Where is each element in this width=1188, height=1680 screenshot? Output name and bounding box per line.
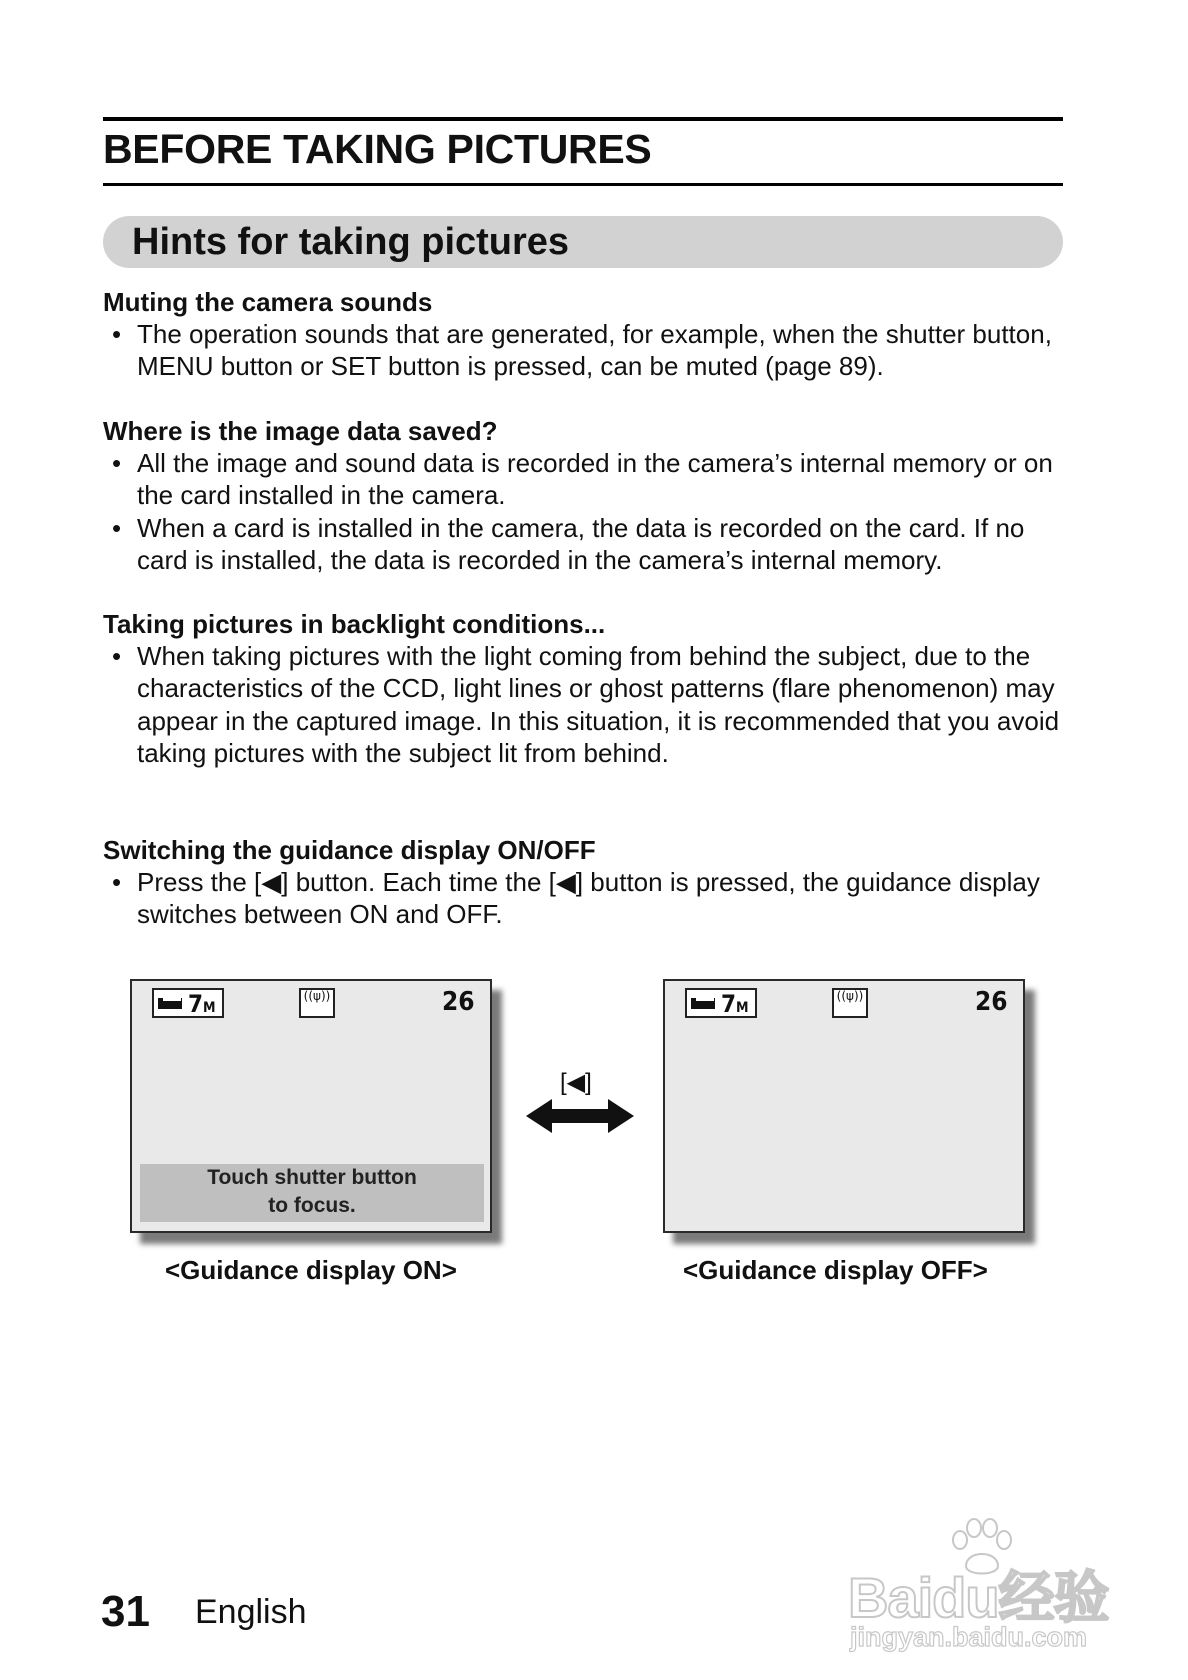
double-arrow-icon <box>526 1096 634 1136</box>
section-muting-sounds <box>103 286 1063 383</box>
top-rule <box>103 117 1063 121</box>
screen-guidance-off <box>663 979 1025 1233</box>
resolution-indicator: 7M <box>721 990 749 1018</box>
page-language: English <box>195 1593 307 1631</box>
bullet-list <box>103 318 1063 383</box>
list-item <box>103 640 1063 770</box>
section-heading: Taking pictures in backlight conditions... <box>103 609 606 639</box>
list-item <box>103 512 1063 577</box>
list-item-text: The operation sounds that are generated, for example, when the shutter button, MENU button or SET button is pressed, can be muted (page 89). <box>137 319 1052 382</box>
guidance-line: to focus. <box>268 1194 356 1217</box>
list-item-text: When a card is installed in the camera, the data is recorded on the card. If no card is installed, the data is recorded in the camera’s internal memory. <box>137 512 1025 576</box>
title-rule <box>103 183 1063 186</box>
section-image-data-saved <box>103 415 1063 577</box>
list-item <box>103 318 1063 383</box>
caption-guidance-on: <Guidance display ON> <box>165 1255 457 1285</box>
battery-icon <box>691 998 715 1009</box>
chapter-title: BEFORE TAKING PICTURES <box>103 126 652 172</box>
camera-screen <box>663 979 1025 1233</box>
battery-icon <box>158 998 182 1009</box>
battery-resolution-indicator <box>152 988 224 1018</box>
section-title: Hints for taking pictures <box>132 221 570 263</box>
list-item-text: When taking pictures with the light coming from behind the subject, due to the characteristics of the CCD, light lines or ghost patterns (flare phenomenon) may appear in the captured image. In this situation, it is recommended that you avoid taking pictures with the subject lit from behind. <box>137 641 1060 769</box>
baidu-watermark <box>848 1518 1118 1658</box>
section-heading: Where is the image data saved? <box>103 416 498 446</box>
camera-screen <box>130 979 492 1233</box>
list-item <box>103 866 1063 931</box>
section-heading: Switching the guidance display ON/OFF <box>103 835 596 865</box>
battery-resolution-indicator <box>685 988 757 1018</box>
bullet-icon: • <box>112 641 122 671</box>
guidance-message <box>140 1164 484 1222</box>
bullet-list <box>103 866 1063 931</box>
bullet-icon: • <box>112 319 122 349</box>
screen-guidance-on <box>130 979 492 1233</box>
list-item <box>103 447 1063 512</box>
bullet-icon: • <box>112 867 122 897</box>
section-backlight <box>103 608 1063 770</box>
list-item-text: Press the [◀] button. Each time the [◀] button is pressed, the guidance display switches between ON and OFF. <box>137 867 1040 930</box>
stabilizer-icon: ((ψ)) <box>832 988 868 1018</box>
stabilizer-icon: ((ψ)) <box>299 988 335 1018</box>
watermark-brand: Baidu经验 <box>848 1566 1109 1629</box>
shots-remaining: 26 <box>975 987 1008 1017</box>
guidance-line: Touch shutter button <box>207 1166 417 1189</box>
caption-guidance-off: <Guidance display OFF> <box>683 1255 988 1285</box>
section-guidance-display <box>103 834 1063 931</box>
resolution-indicator: 7M <box>188 990 216 1018</box>
page-number: 31 <box>101 1587 150 1636</box>
watermark-url: jingyan.baidu.com <box>850 1622 1088 1652</box>
section-header-bar <box>103 216 1063 268</box>
bullet-icon: • <box>112 448 122 478</box>
list-item-text: All the image and sound data is recorded in the camera’s internal memory or on the card installed in the camera. <box>137 448 1053 511</box>
bullet-icon: • <box>112 512 122 543</box>
bullet-list <box>103 640 1063 770</box>
bullet-list <box>103 447 1063 577</box>
button-label: [◀] <box>560 1069 592 1096</box>
section-heading: Muting the camera sounds <box>103 287 433 317</box>
shots-remaining: 26 <box>442 987 475 1017</box>
